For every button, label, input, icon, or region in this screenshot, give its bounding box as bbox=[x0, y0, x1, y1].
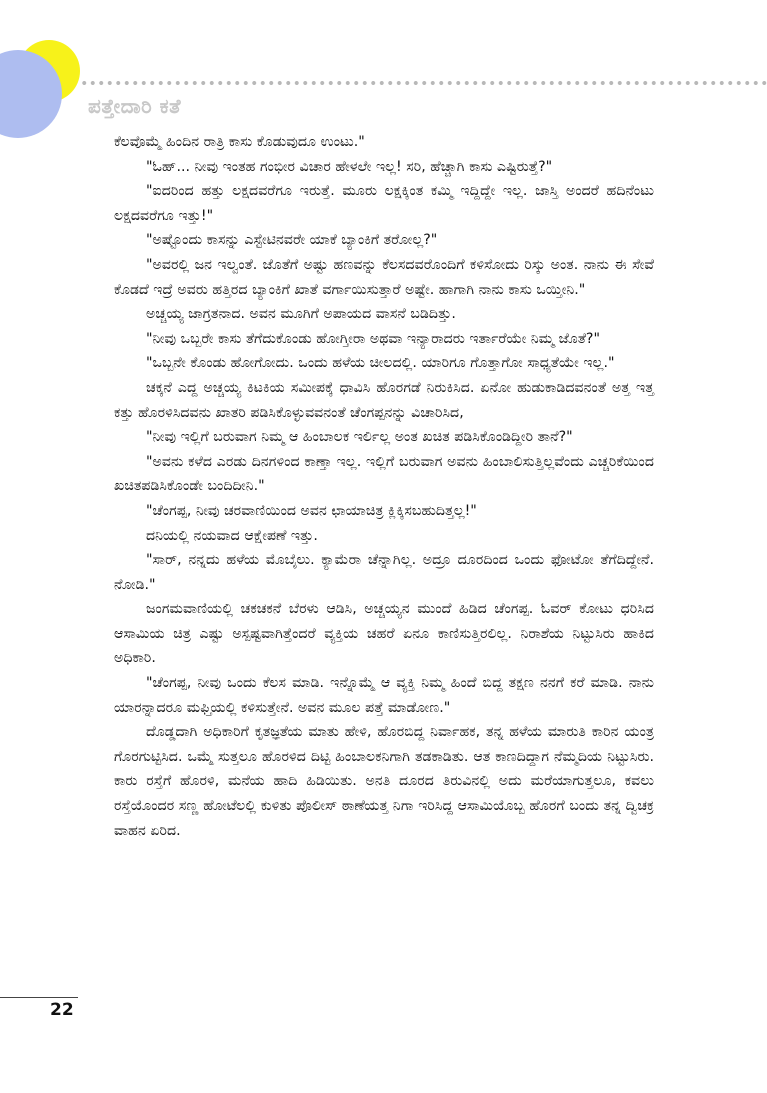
paragraph: ಅಚ್ಚಯ್ಯ ಜಾಗ್ರತನಾದ. ಅವನ ಮೂಗಿಗೆ ಅಪಾಯದ ವಾಸನೆ ಬಡಿದಿತ್ತು. bbox=[146, 306, 456, 323]
paragraph: ಚಕ್ಕನೆ ಎದ್ದ ಅಚ್ಚಯ್ಯ ಕಿಟಕಿಯ ಸಮೀಪಕ್ಕೆ ಧಾವಿಸಿ ಹೊರಗಡೆ ನಿರುಕಿಸಿದ. ಏನೋ ಹುಡುಕಾಡಿದವನಂತೆ ಅತ್ತ ಇತ್ತ ಕತ್ತು ಹೊರಳಿಸಿದವನು ಖಾತರಿ ಪಡಿಸಿಕೊಳ್ಳುವವನಂತೆ ಚೆಂಗಪ್ಪನನ್ನು ವಿಚಾರಿಸಿದ, bbox=[114, 379, 654, 421]
page-number: 22 bbox=[50, 1000, 74, 1020]
paragraph: "ಒಬ್ಬನೇ ಕೊಂಡು ಹೋಗೋದು. ಒಂದು ಹಳೆಯ ಚೀಲದಲ್ಲಿ. ಯಾರಿಗೂ ಗೊತ್ತಾಗೋ ಸಾಧ್ಯತೆಯೇ ಇಲ್ಲ." bbox=[146, 355, 615, 372]
paragraph: "ಐದರಿಂದ ಹತ್ತು ಲಕ್ಷದವರೆಗೂ ಇರುತ್ತೆ. ಮೂರು ಲಕ್ಷಕ್ಕಿಂತ ಕಮ್ಮಿ ಇದ್ದಿದ್ದೇ ಇಲ್ಲ. ಜಾಸ್ತಿ ಅಂದರೆ ಹದಿನೆಂಟು ಲಕ್ಷದವರೆಗೂ ಇತ್ತು!" bbox=[114, 183, 654, 224]
paragraph: "ನೀವು ಒಬ್ಬರೇ ಕಾಸು ತೆಗೆದುಕೊಂಡು ಹೋಗ್ತೀರಾ ಅಥವಾ ಇನ್ಯಾರಾದರು ಇರ್ತಾರೆಯೇ ನಿಮ್ಮ ಜೊತೆ?" bbox=[146, 330, 600, 347]
paragraph: "ಅವನು ಕಳೆದ ಎರಡು ದಿನಗಳಿಂದ ಕಾಣ್ತಾ ಇಲ್ಲ. ಇಲ್ಲಿಗೆ ಬರುವಾಗ ಅವನು ಹಿಂಬಾಲಿಸುತ್ತಿಲ್ಲವೆಂದು ಎಚ್ಚರಿಕೆಯಿಂದ ಖಚಿತಪಡಿಸಿಕೊಂಡೇ ಬಂದಿದೀನಿ." bbox=[114, 453, 654, 495]
paragraph: "ಅಷ್ಟೊಂದು ಕಾಸನ್ನು ಎಸ್ಟೇಟಿನವರೇ ಯಾಕೆ ಬ್ಯಾಂಕಿಗೆ ತರೋಲ್ಲ?" bbox=[146, 232, 438, 249]
paragraph: "ಓಹ್... ನೀವು ಇಂತಹ ಗಂಭೀರ ವಿಚಾರ ಹೇಳಲೇ ಇಲ್ಲ! ಸರಿ, ಹೆಚ್ಚಾಗಿ ಕಾಸು ಎಷ್ಟಿರುತ್ತೆ?" bbox=[146, 158, 553, 175]
paragraph: ಕೆಲವೊಮ್ಮೆ ಹಿಂದಿನ ರಾತ್ರಿ ಕಾಸು ಕೊಡುವುದೂ ಉಂಟು." bbox=[114, 134, 365, 150]
paragraph: ದೊಡ್ಡದಾಗಿ ಅಧಿಕಾರಿಗೆ ಕೃತಜ್ಞತೆಯ ಮಾತು ಹೇಳಿ, ಹೊರಬಿದ್ದ ನಿರ್ವಾಹಕ, ತನ್ನ ಹಳೆಯ ಮಾರುತಿ ಕಾರಿನ ಯಂತ್ರ ಗೊರಗುಟ್ಟಿಸಿದ. ಒಮ್ಮೆ ಸುತ್ತಲೂ ಹೊರಳಿದ ದಿಟ್ಟಿ ಹಿಂಬಾಲಕನಿಗಾಗಿ ತಡಕಾಡಿತು. ಆತ ಕಾಣದಿದ್ದಾಗ ನೆಮ್ಮದಿಯ ನಿಟ್ಟುಸಿರು. ಕಾರು ರಸ್ತೆಗೆ ಹೊರಳಿ, ಮನೆಯ ಹಾದಿ ಹಿಡಿಯಿತು. ಅನತಿ ದೂರದ ತಿರುವಿನಲ್ಲಿ ಅದು ಮರೆಯಾಗುತ್ತಲೂ, ಕವಲು ರಸ್ತೆಯೊಂದರ ಸಣ್ಣ ಹೋಟೆಲಲ್ಲಿ ಕುಳಿತು ಪೊಲೀಸ್ ಠಾಣೆಯತ್ತ ನಿಗಾ ಇರಿಸಿದ್ದ ಆಸಾಮಿಯೊಬ್ಬ ಹೊರಗೆ ಬಂದು ತನ್ನ ದ್ವಿಚಕ್ರ ವಾಹನ ಏರಿದ. bbox=[114, 724, 654, 839]
paragraph: "ಚೆಂಗಪ್ಪ, ನೀವು ಚರವಾಣಿಯಿಂದ ಅವನ ಛಾಯಾಚಿತ್ರ ಕ್ಲಿಕ್ಕಿಸಬಹುದಿತ್ತಲ್ಲ!" bbox=[146, 502, 477, 519]
paragraph: "ನೀವು ಇಲ್ಲಿಗೆ ಬರುವಾಗ ನಿಮ್ಮ ಆ ಹಿಂಬಾಲಕ ಇರ್ಲಿಲ್ಲ ಅಂತ ಖಚಿತ ಪಡಿಸಿಕೊಂಡಿದ್ದೀರಿ ತಾನೆ?" bbox=[146, 429, 573, 446]
paragraph: "ಅವರಲ್ಲಿ ಜನ ಇಲ್ವಂತೆ. ಜೊತೆಗೆ ಅಷ್ಟು ಹಣವನ್ನು ಕೆಲಸದವರೊಂದಿಗೆ ಕಳಿಸೋದು ರಿಸ್ಕು ಅಂತ. ನಾನು ಈ ಸೇವೆ ಕೊಡದೆ ಇದ್ರೆ ಅವರು ಹತ್ತಿರದ ಬ್ಯಾಂಕಿಗೆ ಖಾತೆ ವರ್ಗಾಯಿಸುತ್ತಾರೆ ಅಷ್ಟೇ. ಹಾಗಾಗಿ ನಾನು ಕಾಸು ಒಯ್ತೀನಿ." bbox=[114, 256, 654, 298]
dotted-header-rule bbox=[80, 80, 767, 86]
paragraph: ದನಿಯಲ್ಲಿ ನಯವಾದ ಆಕ್ಷೇಪಣೆ ಇತ್ತು. bbox=[146, 527, 318, 544]
article-body bbox=[114, 130, 654, 843]
paragraph: "ಚೆಂಗಪ್ಪ, ನೀವು ಒಂದು ಕೆಲಸ ಮಾಡಿ. ಇನ್ನೊಮ್ಮೆ ಆ ವ್ಯಕ್ತಿ ನಿಮ್ಮ ಹಿಂದೆ ಬಿದ್ದ ತಕ್ಷಣ ನನಗೆ ಕರೆ ಮಾಡಿ. ನಾನು ಯಾರನ್ನಾದರೂ ಮಫ್ತಿಯಲ್ಲಿ ಕಳಿಸುತ್ತೇನೆ. ಅವನ ಮೂಲ ಪತ್ತೆ ಮಾಡೋಣ." bbox=[114, 675, 654, 716]
section-title: ಪತ್ತೇದಾರಿ ಕತೆ bbox=[88, 94, 182, 118]
paragraph: "ಸಾರ್, ನನ್ನದು ಹಳೆಯ ಮೊಬೈಲು. ಕ್ಯಾಮೆರಾ ಚೆನ್ನಾಗಿಲ್ಲ. ಅದ್ರೂ ದೂರದಿಂದ ಒಂದು ಫೋಟೋ ತೆಗೆದಿದ್ದೇನೆ. ನೋಡಿ." bbox=[114, 552, 654, 593]
paragraph: ಜಂಗಮವಾಣಿಯಲ್ಲಿ ಚಕಚಕನೆ ಬೆರಳು ಆಡಿಸಿ, ಅಚ್ಚಯ್ಯನ ಮುಂದೆ ಹಿಡಿದ ಚೆಂಗಪ್ಪ. ಓವರ್ ಕೋಟು ಧರಿಸಿದ ಆಸಾಮಿಯ ಚಿತ್ರ ಎಷ್ಟು ಅಸ್ಪಷ್ಟವಾಗಿತ್ತೆಂದರೆ ವ್ಯಕ್ತಿಯ ಚಹರೆ ಏನೂ ಕಾಣಿಸುತ್ತಿರಲಿಲ್ಲ. ನಿರಾಶೆಯ ನಿಟ್ಟುಸಿರು ಹಾಕಿದ ಅಧಿಕಾರಿ. bbox=[114, 601, 654, 667]
page-number-rule bbox=[0, 997, 78, 998]
